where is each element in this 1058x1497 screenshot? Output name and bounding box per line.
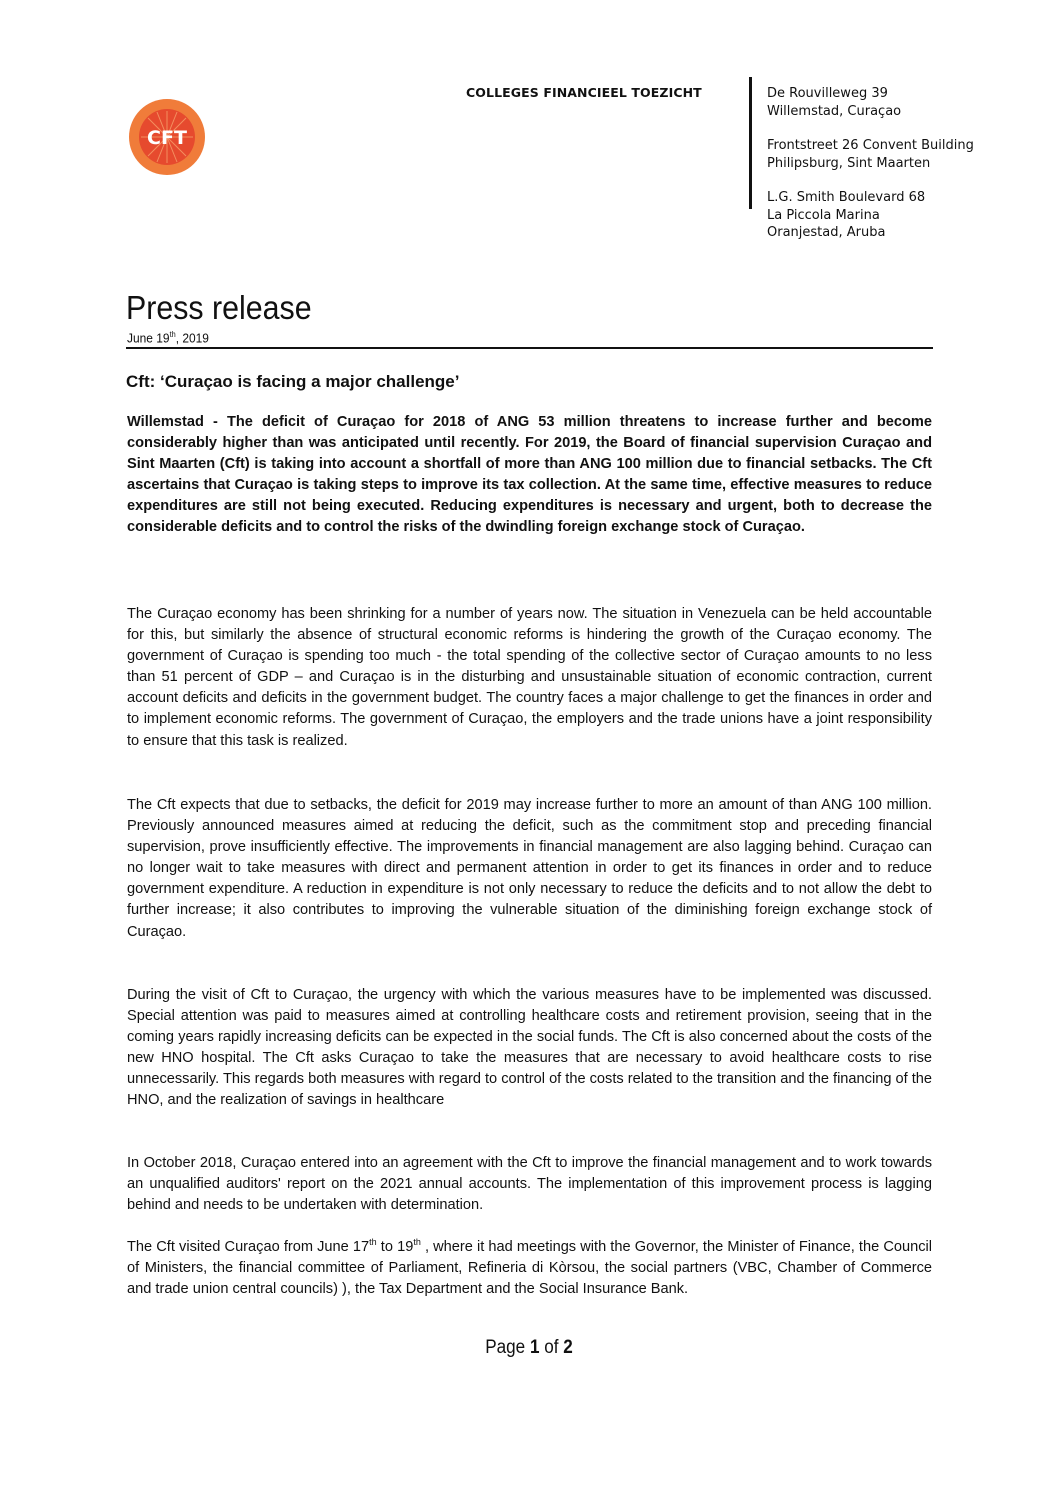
address-aruba: [767, 189, 974, 242]
logo-text: CFT: [147, 127, 187, 149]
page-indicator: Page 1 of 2: [485, 1337, 573, 1358]
address-line: L.G. Smith Boulevard 68: [767, 190, 926, 205]
release-date: June 19th, 2019: [127, 330, 209, 346]
address-line: La Piccola Marina: [767, 207, 880, 223]
organization-name: COLLEGES FINANCIEEL TOEZICHT: [466, 85, 702, 100]
headline: Cft: ‘Curaçao is facing a major challenge’: [126, 372, 460, 391]
document-title: Press release: [126, 289, 312, 326]
body-paragraph: The Cft expects that due to setbacks, the deficit for 2019 may increase further to more an amount of than ANG 100 million. Previously announced measures aimed at reducing the deficit, such as the commitment stop and preceding financial supervision, prove insufficiently effective. The improvements in financial management are also lagging behind. Curaçao can no longer wait to take measures with direct and permanent attention in order to get its finances in order and to reduce government expenditure. A reduction in expenditure is not only necessary to reduce the deficits and to not allow the debt to further increase; it also contributes to improving the vulnerable situation of the diminishing foreign exchange stock of Curaçao.: [127, 797, 932, 940]
address-line: Philipsburg, Sint Maarten: [767, 155, 931, 171]
body-paragraph: In October 2018, Curaçao entered into an agreement with the Cft to improve the financial management and to work towards an unqualified auditors' report on the 2021 annual accounts. The implementation of this improvement process is lagging behind and needs to be undertaken with determination.: [127, 1155, 932, 1214]
address-line: Oranjestad, Aruba: [767, 225, 886, 240]
body-paragraph: The Cft visited Curaçao from June 17th to 19th , where it had meetings with the Governor, the Minister of Finance, the Council of Ministers, the financial committee of Parliament, Refineria di Kòrsou, the social partners (VBC, Chamber of Commerce and trade union central councils) ), the Tax Department and the Social Insurance Bank.: [127, 1237, 933, 1298]
address-line: Frontstreet 26 Convent Building: [767, 138, 974, 153]
address-line: Willemstad, Curaçao: [767, 103, 902, 119]
cft-logo: [128, 98, 206, 176]
header-divider: [749, 77, 752, 209]
cft-logo-icon: [128, 98, 206, 176]
body-paragraph: During the visit of Cft to Curaçao, the urgency with which the various measures have to be implemented was discussed. Special attention was paid to measures aimed at controlling healthcare costs and retirement provision, seeing that in the coming years rapidly increasing deficits can be expected in the social funds. The Cft is also concerned about the costs of the new HNO hospital. The Cft asks Curaçao to take the measures that are necessary to avoid healthcare costs to rise unnecessarily. This regards both measures with regard to control of the costs related to the transition and the financing of the HNO, and the realization of savings in healthcare: [127, 987, 933, 1109]
address-list: [767, 85, 974, 259]
address-curacao: [767, 85, 974, 120]
title-rule: [126, 347, 933, 349]
address-sint-maarten: [767, 137, 974, 172]
lead-paragraph: Willemstad - The deficit of Curaçao for 2018 of ANG 53 million threatens to increase further and become considerably higher than was anticipated until recently. For 2019, the Board of financial supervision Curaçao and Sint Maarten (Cft) is taking into account a shortfall of more than ANG 100 million due to financial setbacks. The Cft ascertains that Curaçao is taking steps to improve its tax collection. At the same time, effective measures to reduce expenditures are still not being executed. Reducing expenditures is necessary and urgent, both to decrease the considerable deficits and to control the risks of the dwindling foreign exchange stock of Curaçao.: [127, 414, 932, 536]
address-line: De Rouvilleweg 39: [767, 86, 888, 101]
body-paragraph: The Curaçao economy has been shrinking for a number of years now. The situation in Venezuela can be held accountable for this, but similarly the absence of structural economic reforms is hindering the growth of the Curaçao economy. The government of Curaçao is spending too much - the total spending of the collective sector of Curaçao amounts to no less than 51 percent of GDP – and Curaçao is in the disturbing and unsustainable situation of economic contraction, current account deficits and deficits in the government budget. The country faces a major challenge to get the finances in order and to implement economic reforms. The government of Curaçao, the employers and the trade unions have a joint responsibility to ensure that this task is realized.: [127, 606, 932, 749]
